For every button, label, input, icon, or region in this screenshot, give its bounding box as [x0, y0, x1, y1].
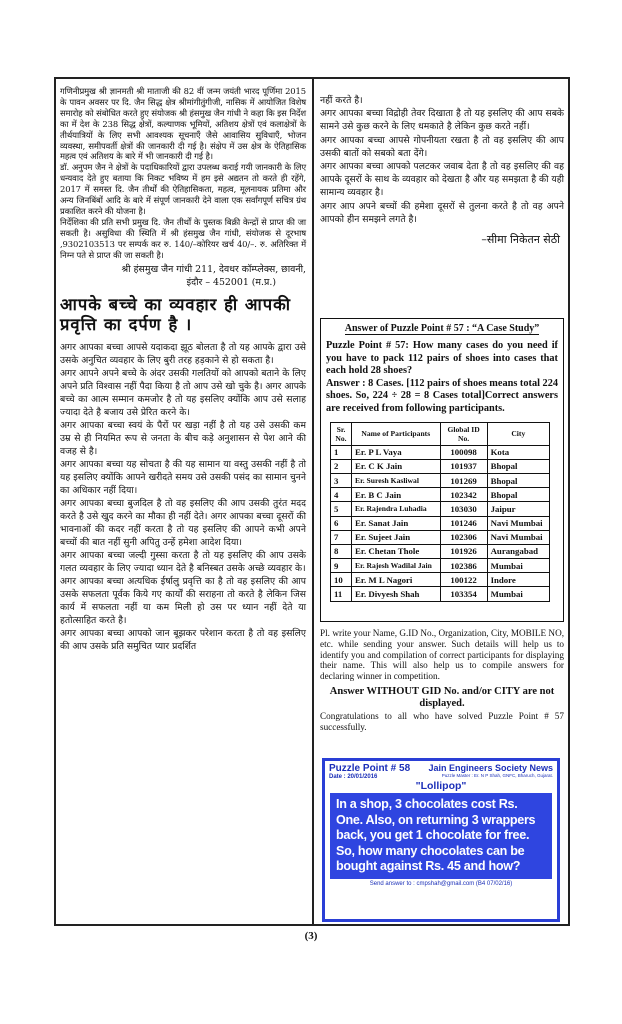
article-paragraph: अगर आपका बच्चा आपको जान बूझकर परेशान करता है तो वह इसलिए की आप उसके प्रति समुचित प्यार प्रदर्शित — [60, 627, 306, 652]
puzzle-answer-title — [326, 323, 558, 334]
header-city: City — [487, 422, 549, 445]
intro-paragraph-3: निर्देशिका की प्रति सभी प्रमुख दि. जैन तीर्थों के पुस्तक बिक्री केन्द्रों से प्राप्त की जा सकती है। असुविधा की स्थिति में श्री हंसमुख जैन गांधी, संयोजक से दूरभाष ,9302103513 पर सम्पर्क कर रु. 140/–कोरियर खर्च 40/–. रु. अतिरिक्त में निम्न पते से प्राप्त की जा सकती है। — [60, 216, 306, 260]
table-row — [331, 459, 550, 473]
article-paragraph: अगर आपका बच्चा यह सोचता है की यह सामान या वस्तु उसकी नहीं है तो यह इसलिए क्योंकि आपने खरीदते समय उसे उसकी पसंद का सामान चुनने का अधिकार नहीं दिया। — [60, 458, 306, 496]
table-row — [331, 502, 550, 516]
cell-city: Bhopal — [487, 473, 549, 487]
article-paragraph: अगर आपने अपने बच्चे के अंदर उसकी गलतियों को आपको बताने के लिए अपने प्रति विश्वास नहीं पैदा किया है तो आप उसे खो चुके है। अगर आपके बच्चे का आत्म सम्मान कमजोर है तो यह इसलिए क्योंकि आप उसे सलाह ज्यादा देते है बजाय उसे प्रेरित करने के। — [60, 367, 306, 418]
puzzle-answer: Answer : 8 Cases. [112 pairs of shoes means total 224 shoes. So, 224 ÷ 28 = 8 Cases total]Correct answers are received from following participants. — [326, 377, 558, 414]
signature-block — [60, 263, 306, 289]
puzzle-card-date: Date : 20/01/2016 — [329, 774, 378, 780]
header-sr-no: Sr. No. — [331, 422, 352, 445]
cell-name: Er. M L Nagori — [352, 573, 441, 587]
cell-global-id: 102306 — [440, 530, 487, 544]
table-header-row — [331, 422, 550, 445]
article-paragraph: अगर आपका बच्चा अत्यधिक ईर्षालु प्रवृत्ति का है तो वह इसलिए की आप उसके सफलता पूर्वक किये गए कार्यों की सराहना तो करते है लेकिन जिस कार्य में सफलता नहीं या कम मिली हो उस पर ध्यान नहीं देते या हतोत्साहित करते है। — [60, 575, 306, 626]
left-column — [60, 86, 306, 653]
cell-sr-no: 6 — [331, 516, 352, 530]
cell-global-id: 101926 — [440, 544, 487, 558]
table-row — [331, 473, 550, 487]
table-row — [331, 445, 550, 459]
signature-line-2: इंदौर – 452001 (म.प्र.) — [186, 276, 276, 288]
cell-sr-no: 3 — [331, 473, 352, 487]
article-paragraph: अगर आपका बच्चा आपसे यदाकदा झूठ बोलता है तो यह आपके द्वारा उसे उसके अनुचित व्यवहार के लिए बुरी तरह हड़काने से हो सकता है। — [60, 341, 306, 366]
instructions-block — [320, 628, 564, 733]
cell-city: Aurangabad — [487, 544, 549, 558]
cell-city: Bhopal — [487, 488, 549, 502]
cell-name: Er. B C Jain — [352, 488, 441, 502]
article-paragraph: अगर आपका बच्चा जल्दी गुस्सा करता है तो यह इसलिए की आप उसके गलत व्यवहार के लिए ज्यादा ध्यान देते है बनिस्बत उसके अच्छे व्यवहार के। — [60, 549, 306, 574]
article-paragraph: अगर आपका बच्चा आपसे गोपनीयता रखता है तो वह इसलिए की आप उसकी बातों को सबको बता देंगे। — [320, 134, 564, 159]
cell-name: Er. Divyesh Shah — [352, 587, 441, 601]
cell-name: Er. Rajesh Wadilal Jain — [352, 559, 441, 573]
puzzle-answer-title-text: Answer of Puzzle Point # 57 : “A Case Study” — [344, 323, 540, 334]
cell-global-id: 100098 — [440, 445, 487, 459]
table-row — [331, 573, 550, 587]
puzzle-card-header — [325, 761, 557, 780]
cell-global-id: 100122 — [440, 573, 487, 587]
instructions-text: Pl. write your Name, G.ID No., Organization, City, MOBILE NO, etc. while sending your answer. Such details will help us to identify you and compilation of correct participants for displaying their name. This will also help us to compile answers for declaring winner in competition. — [320, 628, 564, 682]
table-row — [331, 516, 550, 530]
cell-city: Indore — [487, 573, 549, 587]
right-column — [320, 94, 564, 253]
cell-global-id: 101269 — [440, 473, 487, 487]
puzzle-card-question: In a shop, 3 chocolates cost Rs. One. Also, on returning 3 wrappers back, you get 1 chocolate for free. So, how many chocolates can be bought against Rs. 45 and how? — [330, 793, 552, 879]
article-paragraph: अगर आपका बच्चा विद्रोही तेवर दिखाता है तो यह इसलिए की आप सबके सामने उसे कुछ करने के लिए धमकाते है लेकिन कुछ करते नहीं। — [320, 108, 564, 133]
header-name: Name of Participants — [352, 422, 441, 445]
cell-city: Bhopal — [487, 459, 549, 473]
puzzle-answer-box — [320, 318, 564, 622]
cell-city: Mumbai — [487, 559, 549, 573]
puzzle-question: Puzzle Point # 57: How many cases do you need if you have to pack 112 pairs of shoes into cases that each hold 28 shoes? — [326, 340, 558, 377]
cell-sr-no: 8 — [331, 544, 352, 558]
cell-global-id: 103030 — [440, 502, 487, 516]
congrats-text: Congratulations to all who have solved Puzzle Point # 57 successfully. — [320, 710, 564, 732]
cell-sr-no: 5 — [331, 502, 352, 516]
cell-city: Navi Mumbai — [487, 530, 549, 544]
cell-sr-no: 2 — [331, 459, 352, 473]
cell-global-id: 101246 — [440, 516, 487, 530]
cell-global-id: 101937 — [440, 459, 487, 473]
table-row — [331, 530, 550, 544]
page-number: (3) — [304, 930, 318, 942]
cell-name: Er. Rajendra Luhadia — [352, 502, 441, 516]
cell-city: Navi Mumbai — [487, 516, 549, 530]
article-author: –सीमा निकेतन सेठी — [481, 233, 560, 247]
intro-paragraph-1: गणिनीप्रमुख श्री ज्ञानमती श्री माताजी की 82 वीं जन्म जयंती भारद पूर्णिमा 2015 के पावन अवसर पर दि. जैन सिद्ध क्षेत्र श्रीमांगीतुंगीजी, नासिक में आयोजित विशेष समारोह को संबोधित करते हुए संयोजक श्री हंसमुख जैन गांधी ने कहा कि इस निर्देश का में देश के 238 सिद्ध क्षेत्रों, कल्याणक भूमियों, अतिशय क्षेत्रों एवं कलाक्षेत्रों के तीर्थयात्रियों के लिए सभी आवश्यक सूचनाएँ जैसे आवासिय सुविधाएँ, भोजन व्यवस्था, समीपवर्ती क्षेत्रों की जानकारी दी गई है। संक्षेप में उस क्षेत्र के ऐतिहासिक महत्व एवं अतिशय के बारे में भी जानकारी दी गई है। — [60, 86, 306, 162]
puzzle-card-footer: Send answer to : cmpshah@gmail.com (B4 07/02/16) — [369, 880, 513, 887]
table-row — [331, 587, 550, 601]
table-row — [331, 488, 550, 502]
newsletter-name: Jain Engineers Society News — [428, 763, 553, 773]
table-row — [331, 544, 550, 558]
cell-name: Er. C K Jain — [352, 459, 441, 473]
article-headline: आपके बच्चे का व्यवहार ही आपकी प्रवृत्ति का दर्पण है । — [60, 294, 292, 334]
puzzle-card-subtitle: "Lollipop" — [415, 780, 467, 792]
intro-paragraph-2: डॉ. अनुपम जैन ने क्षेत्रों के पदाधिकारियों द्वारा उपलब्ध कराई गयी जानकारी के लिए धन्यवाद देते हुए बताया कि निकट भविष्य में हम इसे अद्यतन तो करते ही रहेंगे, 2017 में समस्त दि. जैन तीर्थों की ऐतिहासिकता, महत्व, मूलनायक प्रतिमा और अन्य जिनबिंबों आदि के बारे में संपूर्ण जानकारी देने वाला एक सर्वांगपूर्ण सचित्र ग्रंथ प्रकाशित करने की योजना है। — [60, 162, 306, 216]
puzzle-master: Puzzle Master : Er. N P Shah, GNFC, Bharuch, Gujarat. — [441, 773, 553, 778]
cell-sr-no: 11 — [331, 587, 352, 601]
cell-sr-no: 9 — [331, 559, 352, 573]
table-row — [331, 559, 550, 573]
article-paragraph: नहीं करते है। — [320, 95, 363, 106]
cell-global-id: 103354 — [440, 587, 487, 601]
puzzle-card-title: Puzzle Point # 58 — [329, 763, 411, 774]
cell-sr-no: 4 — [331, 488, 352, 502]
cell-name: Er. P L Vaya — [352, 445, 441, 459]
article-paragraph: अगर आपका बच्चा बुजदिल है तो वह इसलिए की आप उसकी तुरंत मदद करते है उसे खुद करने का मौका ही नहीं देते। अगर आपका बच्चा दूसरों की भावनाओं की कदर नहीं करता है तो यह इसलिए की आपने कभी अपने बच्चों की बात नहीं सुनी अपितु उन्हें हमेशा आदेश दिया। — [60, 497, 306, 548]
warning-text: Answer WITHOUT GID No. and/or CITY are not displayed. — [329, 685, 555, 710]
cell-global-id: 102342 — [440, 488, 487, 502]
cell-name: Er. Sujeet Jain — [352, 530, 441, 544]
cell-city: Kota — [487, 445, 549, 459]
cell-sr-no: 7 — [331, 530, 352, 544]
cell-city: Mumbai — [487, 587, 549, 601]
header-global-id: Global ID No. — [440, 422, 487, 445]
cell-name: Er. Chetan Thole — [352, 544, 441, 558]
cell-sr-no: 10 — [331, 573, 352, 587]
cell-name: Er. Suresh Kasliwal — [352, 473, 441, 487]
article-paragraph: अगर आपका बच्चा आपको पलटकर जवाब देता है तो वह इसलिए की वह आपके दूसरों के साथ के व्यवहार को देखता है और यह समझता है की यही सामान्य व्यवहार है। — [320, 161, 564, 199]
puzzle-point-card — [322, 758, 560, 922]
column-divider — [312, 79, 314, 924]
cell-name: Er. Sanat Jain — [352, 516, 441, 530]
cell-city: Jaipur — [487, 502, 549, 516]
participants-table — [330, 422, 550, 602]
article-paragraph: अगर आपका बच्चा स्वयं के पैरों पर खड़ा नहीं है तो यह उसे उसकी कम उम्र से ही नियमित रूप से जनता के बीच कड़े अनुशासन से पेश आने की वजह से है। — [60, 419, 306, 457]
signature-line-1: श्री हंसमुख जैन गांधी 211, देवधर कॉम्प्लेक्स, छावनी, — [121, 263, 306, 275]
cell-sr-no: 1 — [331, 445, 352, 459]
article-paragraph: अगर आप अपने बच्चों की हमेशा दूसरों से तुलना करते है तो वह अपने आपको हीन समझने लगते है। — [320, 200, 564, 225]
cell-global-id: 102386 — [440, 559, 487, 573]
